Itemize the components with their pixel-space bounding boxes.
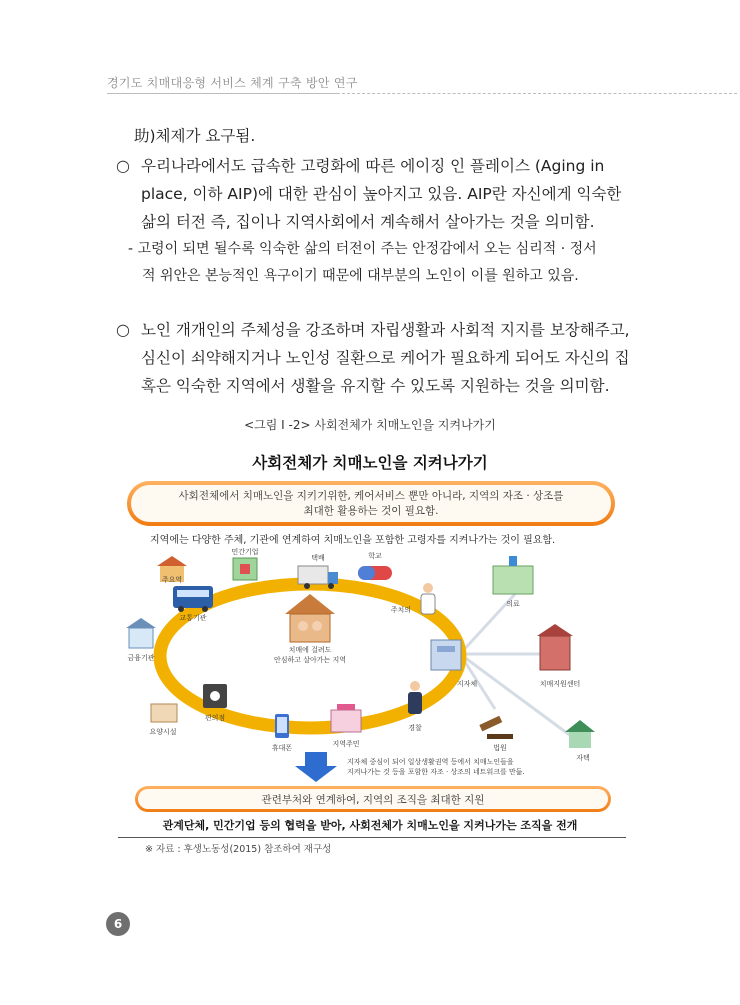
care-home-icon [151,704,177,722]
school-icon [358,566,392,580]
figure-banner [127,481,615,526]
paragraph-line: 노인 개개인의 주체성을 강조하며 자립생활과 사회적 지지를 보장해주고, [141,321,630,339]
node-label-care-center: 치매지원센터 [539,680,581,688]
paragraph-line: 적 위안은 본능적인 욕구이기 때문에 대부분의 노인이 이를 원하고 있음. [142,268,579,284]
doctor-icon [421,583,435,614]
bottom-bar-text: 관련부처와 연계하여, 지역의 조직을 최대한 지원 [138,789,608,809]
figure-source: ※ 자료 : 후생노동성(2015) 참조하여 재구성 [145,844,332,855]
company-icon [233,558,257,580]
paragraph-line [128,236,638,263]
node-label-company: 민간기업 [231,548,259,556]
dash-text: 고령이 되면 될수록 익숙한 삶의 터전이 주는 안정감에서 오는 심리적 · 정서 [137,241,597,257]
paragraph-line: 혹은 익숙한 지역에서 생활을 유지할 수 있도록 지원하는 것을 의미함. [141,377,610,395]
page-number: 6 [106,912,130,936]
banner-line: 최대한 활용하는 것이 필요함. [303,504,439,517]
header-dashed-rule [337,93,737,94]
down-arrow-icon [295,752,337,782]
neighbors-icon [331,704,361,732]
hospital-icon [493,556,533,594]
arrow-note-line: 지자체 중심이 되어 일상생활권역 등에서 치매노인들을 [347,758,514,766]
header-rule [107,93,337,94]
node-label-station: 주요역 [161,576,183,584]
city-hall-icon [431,640,461,670]
node-label-home: 자택 [576,754,590,762]
figure-bottom-rule [118,837,626,838]
police-icon [408,681,422,714]
court-gavel-icon [479,716,513,739]
node-label-neighbors: 지역주민 [332,740,360,748]
home-icon [565,720,595,748]
continuation-line: 助)체제가 요구됨. [134,127,256,145]
node-label-bank: 금융기관 [127,654,155,662]
figure-title: 사회전체가 치매노인을 지켜나가기 [252,454,488,472]
node-label-doctor: 주치의 [390,606,411,614]
figure-conclusion: 관계단체, 민간기업 등의 협력을 받아, 사회전체가 치매노인을 지켜나가는 조직을 전개 [162,819,578,832]
node-label-police: 경찰 [408,724,422,732]
node-label-school: 학교 [368,552,382,560]
store-icon [203,684,227,708]
figure-sub-note: 지역에는 다양한 주체, 기관에 연계하여 치매노인을 포함한 고령자를 지켜나가는 것이 필요함. [150,535,556,546]
node-label-care-home: 요양시설 [149,728,177,736]
paragraph-line: 우리나라에서도 급속한 고령화에 따른 에이징 인 플레이스 (Aging in [141,157,605,175]
node-label-phone: 휴대폰 [271,744,293,752]
bullet-circle-1: ○ [116,156,130,175]
care-center-icon [537,624,573,670]
node-label-delivery: 택배 [311,554,325,562]
node-label-bus: 교통기관 [179,614,207,622]
phone-icon [275,714,289,738]
community-network-diagram [115,544,620,784]
paragraph-aip [141,152,637,236]
center-house-icon [285,594,335,642]
center-label-line: 안심하고 살아가는 지역 [273,656,347,664]
node-label-store: 편의점 [204,714,226,722]
banner-line: 사회전체에서 치매노인을 지키기위한, 케어서비스 뿐만 아니라, 지역의 자조 · 상조를 [178,489,564,502]
center-label-line: 치매에 걸려도 [288,646,332,654]
figure-bottom-bar [135,786,611,812]
node-label-hospital: 의료 [506,600,520,608]
node-label-court: 법원 [493,744,507,752]
paragraph-line: 삶의 터전 즉, 집이나 지역사회에서 계속해서 살아가는 것을 의미함. [141,213,595,231]
paragraph-line: place, 이하 AIP)에 대한 관심이 높아지고 있음. AIP란 자신에게 익숙한 [141,185,622,203]
figure-caption: <그림 Ⅰ -2> 사회전체가 치매노인을 지켜나가기 [244,418,496,432]
dash-item [128,236,638,290]
bullet-circle-2: ○ [116,320,130,339]
dash-symbol: - [128,241,134,257]
arrow-note-line: 지켜나가는 것 등을 포함한 자조 · 상조의 네트워크를 만듦. [347,768,525,776]
paragraph-line: 심신이 쇠약해지거나 노인성 질환으로 케어가 필요하게 되어도 자신의 집 [141,349,630,367]
node-label-city-hall: 지자체 [456,680,478,688]
bank-icon [126,618,156,648]
running-header: 경기도 치매대응형 서비스 체계 구축 방안 연구 [107,76,358,90]
paragraph-independence [141,316,637,400]
